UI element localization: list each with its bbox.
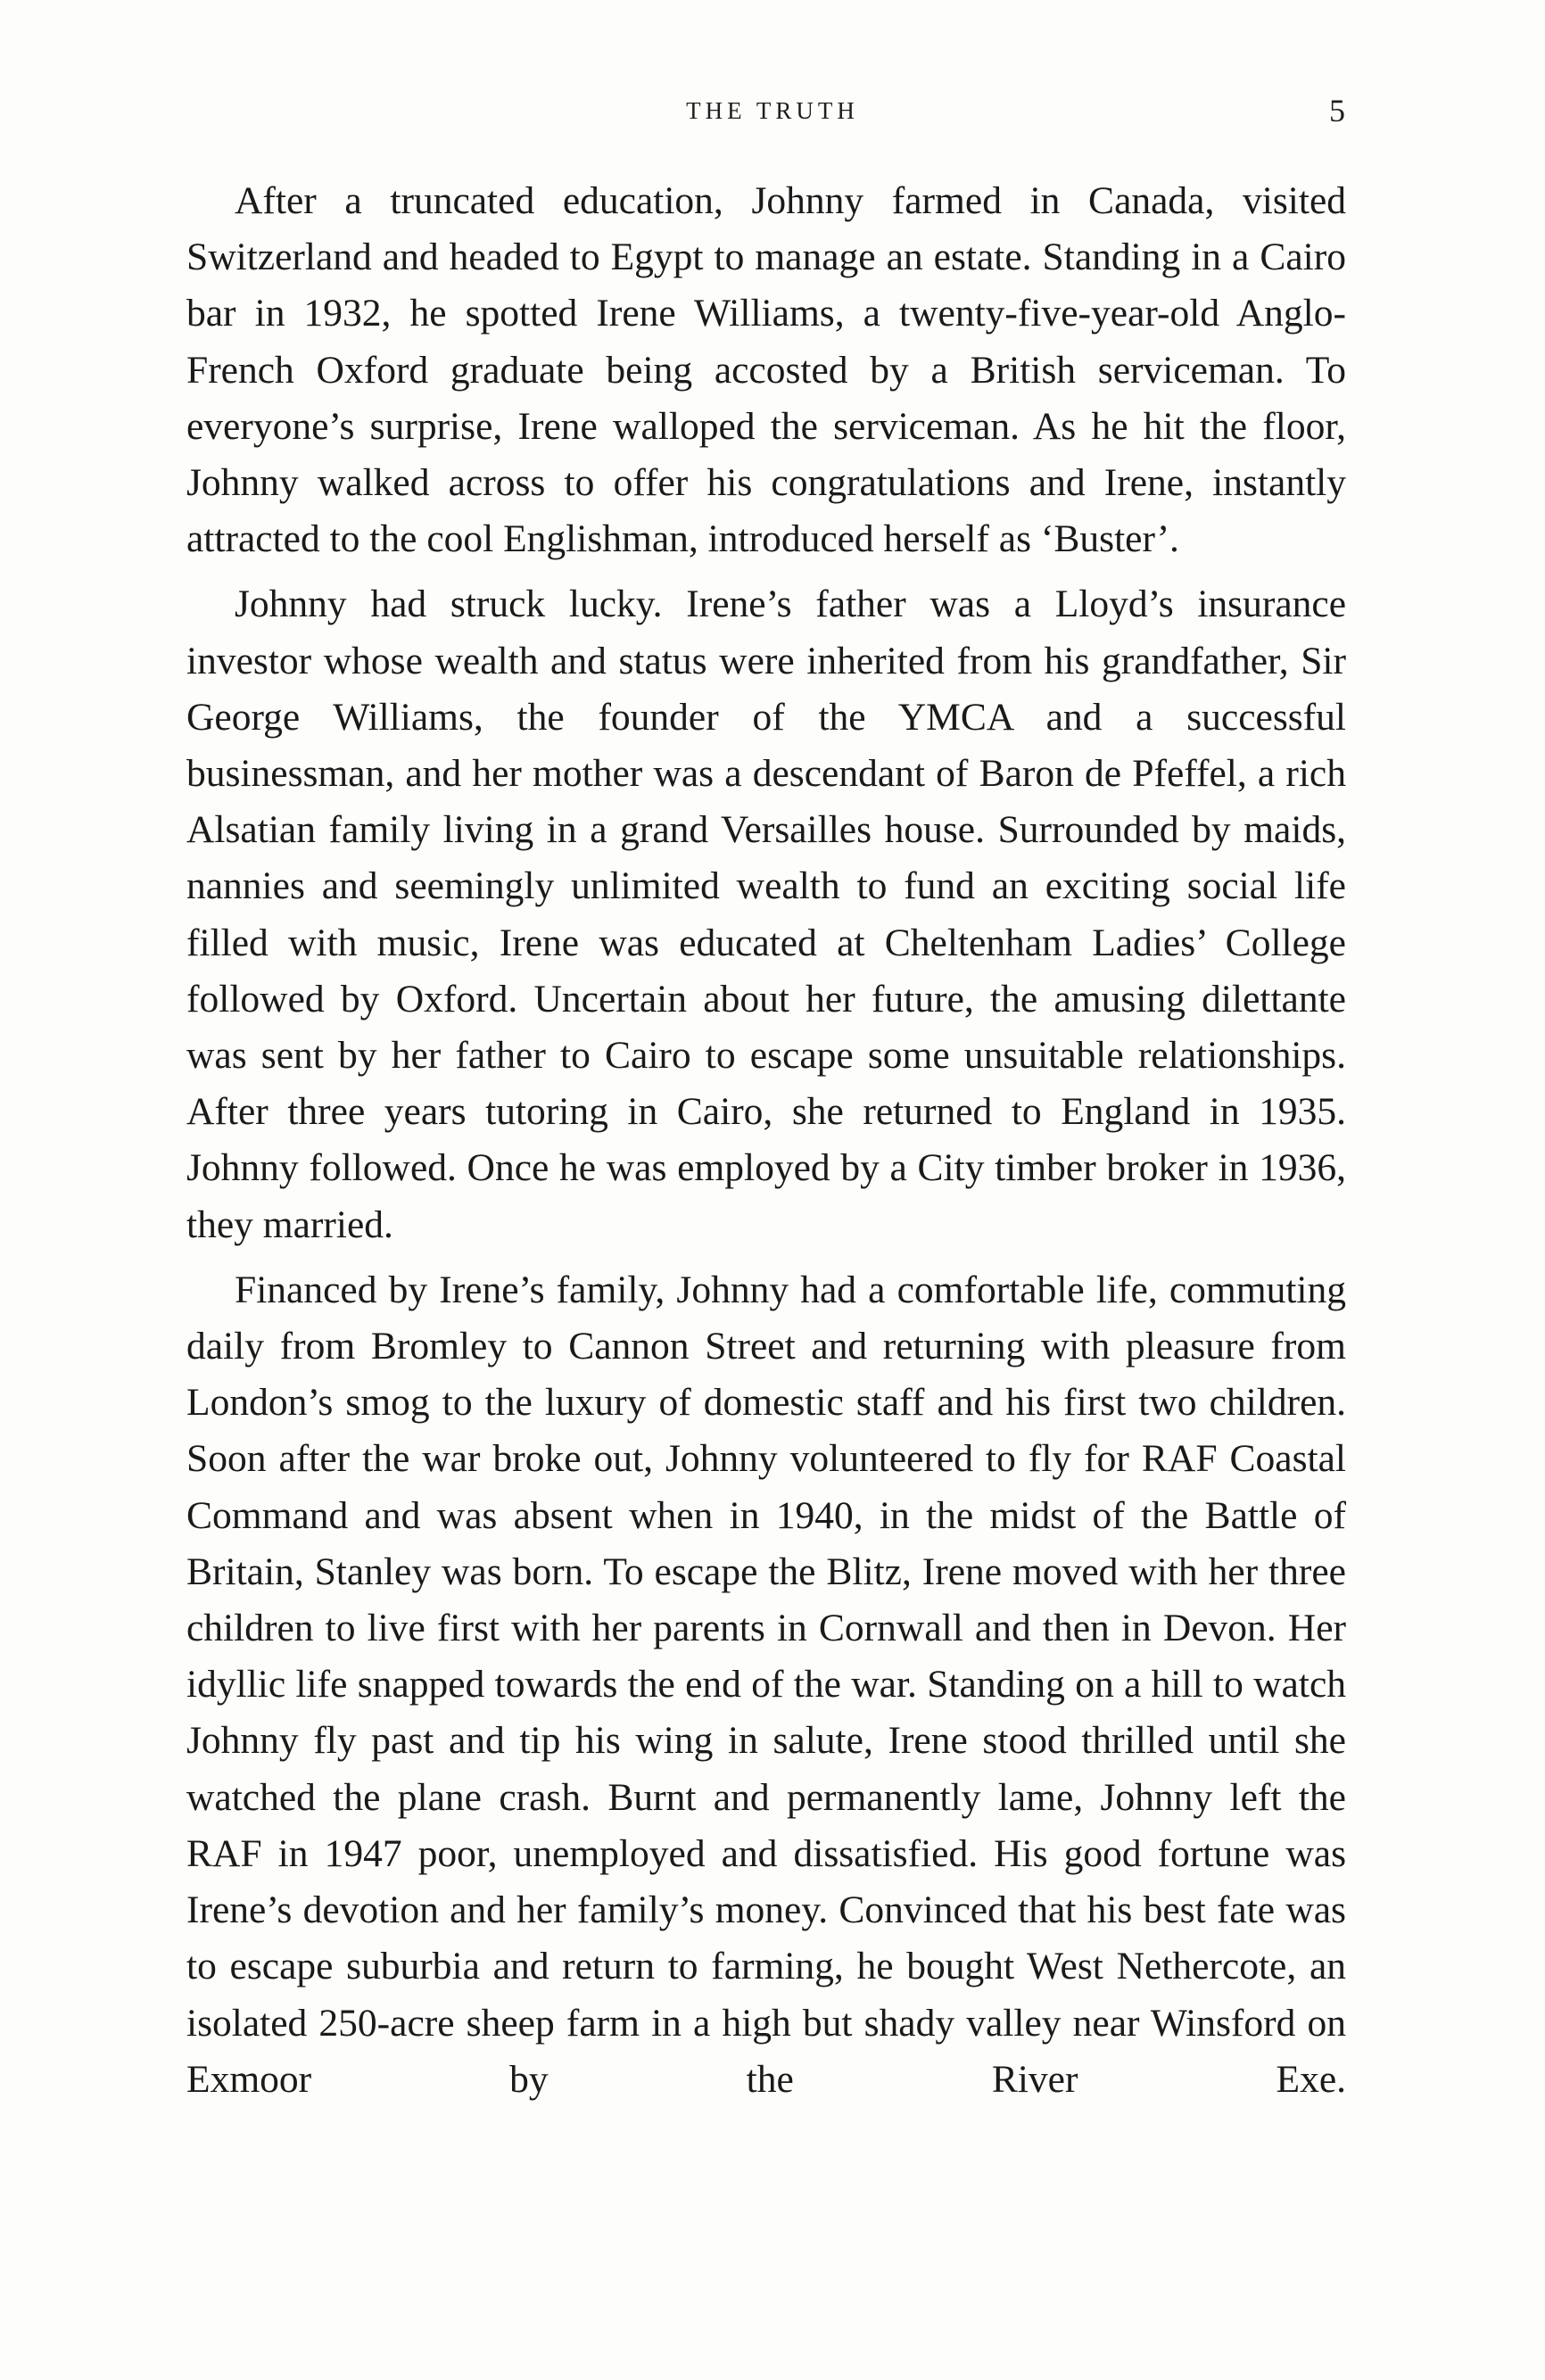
paragraph-2: Johnny had struck lucky. Irene’s father was a Lloyd’s insurance investor whose wealth and status were inherited from his grandfather, Sir George Williams, the founder of the YMCA and a successful businessman, and her mother was a descendant of Baron de Pfeffel, a rich Alsatian family living in a grand Versailles house. Surrounded by maids, nannies and seemingly unlimited wealth to fund an exciting social life filled with music, Irene was educated at Cheltenham Ladies’ College followed by Oxford. Uncertain about her future, the amusing dilettante was sent by her father to Cairo to escape some unsuitable relationships. After three years tutoring in Cairo, she returned to England in 1935. Johnny followed. Once he was employed by a City timber broker in 1936, they married. [186,583,1346,1246]
running-head [0,93,1545,128]
paragraph-1: After a truncated education, Johnny farmed in Canada, visited Switzerland and headed to Egypt to manage an estate. Standing in a Cairo bar in 1932, he spotted Irene Williams, a twenty-five-year-old Anglo-French Oxford graduate being accosted by a British serviceman. To everyone’s surprise, Irene walloped the serviceman. As he hit the floor, Johnny walked across to offer his congratulations and Irene, instantly attracted to the cool Englishman, introduced herself as ‘Buster’. [186,179,1346,561]
body-text [186,173,1346,2117]
running-title: THE TRUTH [686,97,859,124]
page-number: 5 [1329,93,1345,128]
paragraph-3: Financed by Irene’s family, Johnny had a comfortable life, commuting daily from Bromley to Cannon Street and returning with pleasure from London’s smog to the luxury of domestic staff and his first two children. Soon after the war broke out, Johnny volunteered to fly for RAF Coastal Command and was absent when in 1940, in the midst of the Battle of Britain, Stanley was born. To escape the Blitz, Irene moved with her three children to live first with her parents in Cornwall and then in Devon. Her idyllic life snapped towards the end of the war. Standing on a hill to watch Johnny fly past and tip his wing in salute, Irene stood thrilled until she watched the plane crash. Burnt and permanently lame, Johnny left the RAF in 1947 poor, unemployed and dissatisfied. His good fortune was Irene’s devotion and her family’s money. Convinced that his best fate was to escape suburbia and return to farming, he bought West Nethercote, an isolated 250-acre sheep farm in a high but shady valley near Winsford on Exmoor by the River Exe. [186,1268,1346,2101]
